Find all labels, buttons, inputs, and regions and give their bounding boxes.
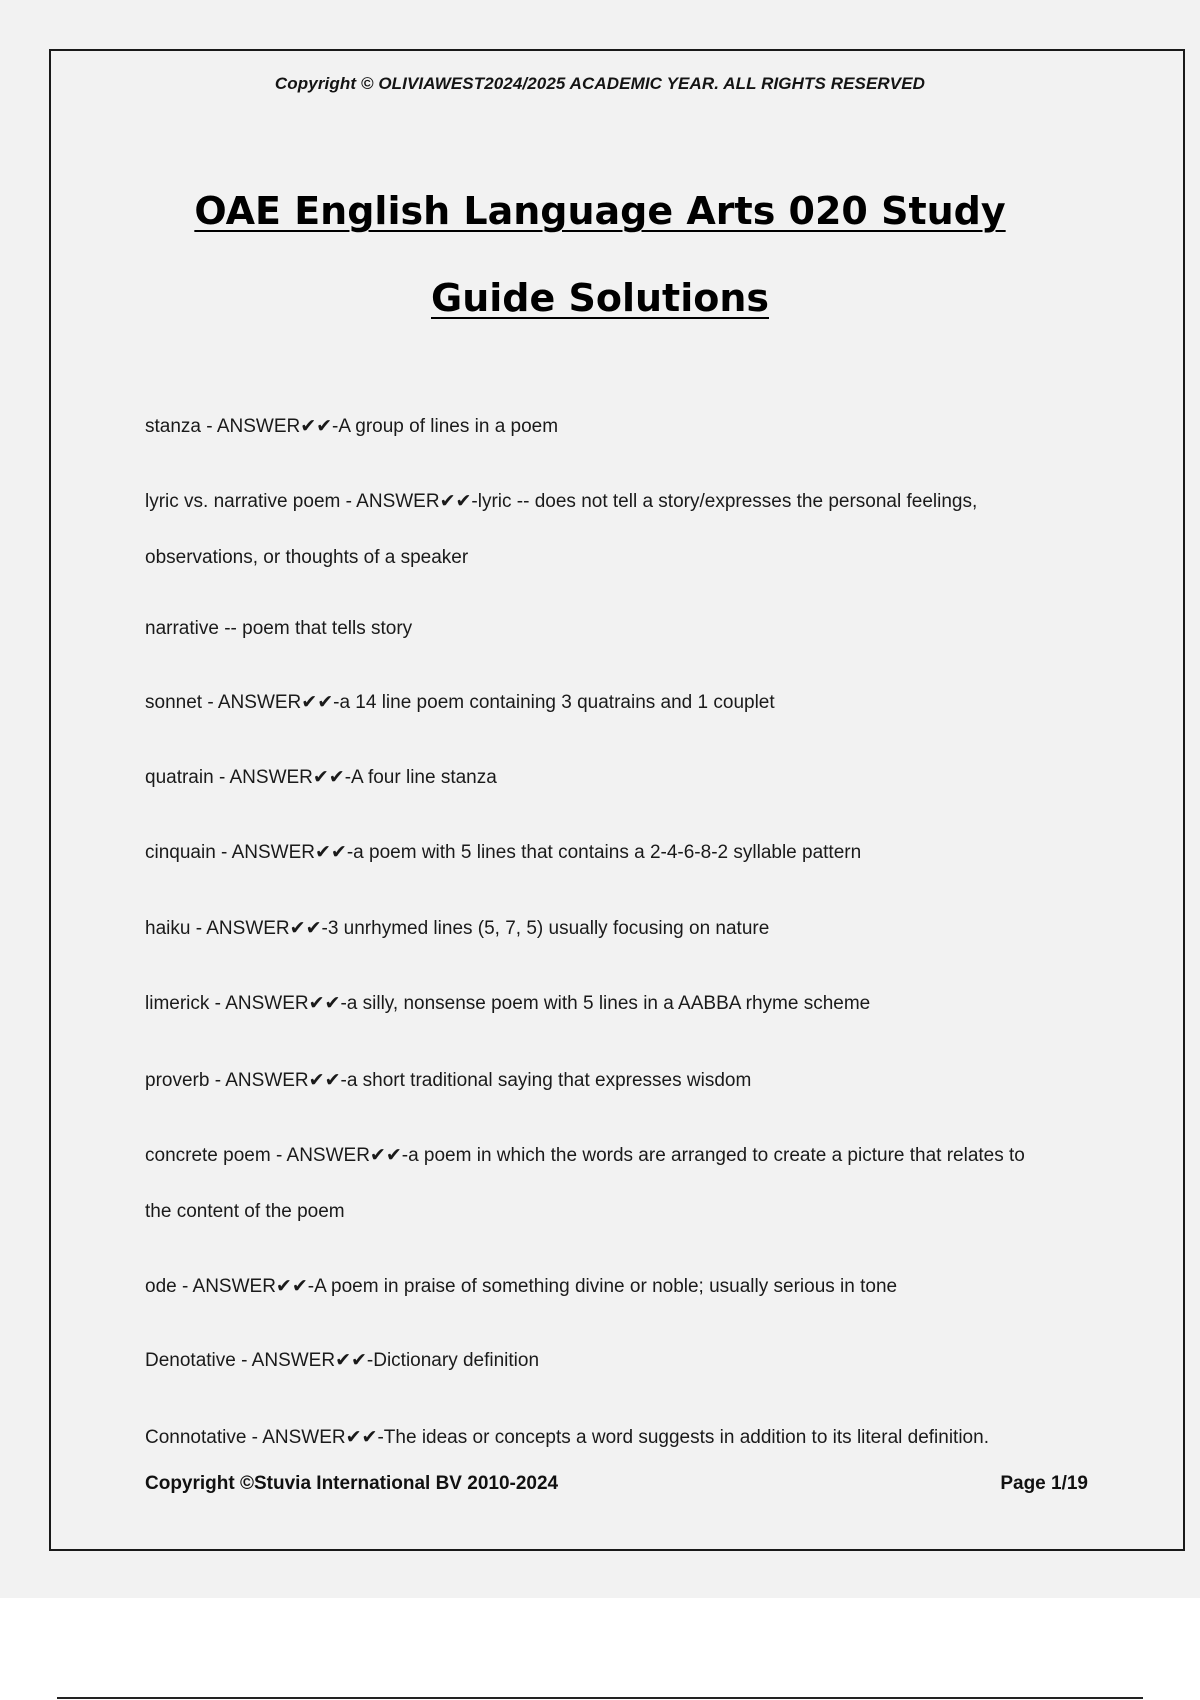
entry-denotative: Denotative - ANSWER✔✔-Dictionary definition <box>145 1350 540 1371</box>
title-line-2: Guide Solutions <box>431 276 769 320</box>
entry-ode: ode - ANSWER✔✔-A poem in praise of something divine or noble; usually serious in tone <box>145 1276 898 1297</box>
entry-narrative: narrative -- poem that tells story <box>145 618 413 639</box>
next-page-rule <box>57 1697 1143 1699</box>
header-copyright: Copyright © OLIVIAWEST2024/2025 ACADEMIC YEAR. ALL RIGHTS RESERVED <box>274 74 926 93</box>
entry-quatrain: quatrain - ANSWER✔✔-A four line stanza <box>145 767 497 788</box>
entry-concrete-poem-continued: the content of the poem <box>145 1201 345 1222</box>
entry-limerick: limerick - ANSWER✔✔-a silly, nonsense poem with 5 lines in a AABBA rhyme scheme <box>145 993 871 1014</box>
entry-proverb: proverb - ANSWER✔✔-a short traditional saying that expresses wisdom <box>145 1070 752 1091</box>
entry-concrete-poem: concrete poem - ANSWER✔✔-a poem in which the words are arranged to create a picture that relates to <box>145 1145 1025 1166</box>
footer-copyright: Copyright ©Stuvia International BV 2010-2024 <box>145 1473 559 1494</box>
entry-cinquain: cinquain - ANSWER✔✔-a poem with 5 lines that contains a 2-4-6-8-2 syllable pattern <box>145 842 862 863</box>
document-title <box>0 168 1200 342</box>
page-number: Page 1/19 <box>1000 1473 1088 1494</box>
entry-stanza: stanza - ANSWER✔✔-A group of lines in a poem <box>145 416 559 437</box>
entry-lyric-vs-narrative-continued: observations, or thoughts of a speaker <box>145 547 469 568</box>
entry-connotative: Connotative - ANSWER✔✔-The ideas or concepts a word suggests in addition to its literal definition. <box>145 1427 989 1448</box>
title-line-1: OAE English Language Arts 020 Study <box>194 189 1006 233</box>
entry-lyric-vs-narrative: lyric vs. narrative poem - ANSWER✔✔-lyric -- does not tell a story/expresses the personal feelings, <box>145 491 978 512</box>
entry-sonnet: sonnet - ANSWER✔✔-a 14 line poem containing 3 quatrains and 1 couplet <box>145 692 775 713</box>
entry-haiku: haiku - ANSWER✔✔-3 unrhymed lines (5, 7, 5) usually focusing on nature <box>145 918 770 939</box>
